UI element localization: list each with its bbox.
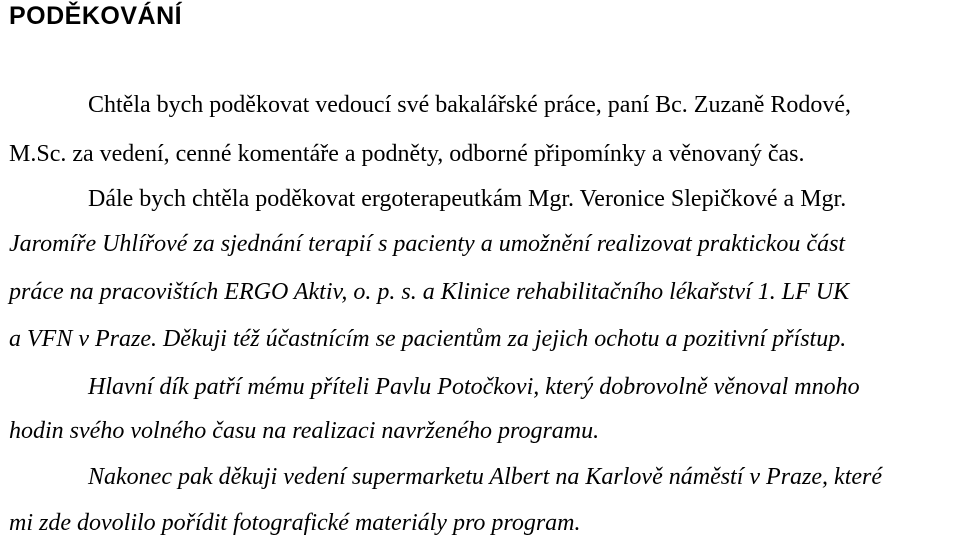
line-text: Nakonec pak děkuji vedení supermarketu Albert na Karlově náměstí v Praze, které bbox=[88, 464, 883, 490]
paragraph-line bbox=[88, 372, 860, 402]
paragraph-line bbox=[9, 416, 599, 446]
line-text: mi zde dovolilo pořídit fotografické materiály pro program. bbox=[9, 510, 581, 536]
line-text: hodin svého volného času na realizaci navrženého programu. bbox=[9, 418, 600, 444]
paragraph-line bbox=[9, 324, 846, 354]
paragraph-line bbox=[88, 90, 851, 120]
line-text: M.Sc. za vedení, cenné komentáře a podněty, odborné připomínky a věnovaný čas. bbox=[9, 141, 805, 167]
paragraph-line bbox=[88, 184, 846, 214]
paragraph-line bbox=[9, 508, 581, 538]
line-text: Chtěla bych poděkovat vedoucí své bakalářské práce, paní Bc. Zuzaně Rodové, bbox=[88, 92, 852, 118]
line-text: a VFN v Praze. Děkuji též účastnícím se pacientům za jejich ochotu a pozitivní přístup. bbox=[9, 326, 847, 352]
line-text: Dále bych chtěla poděkovat ergoterapeutkám Mgr. Veronice Slepičkové a Mgr. bbox=[88, 186, 847, 212]
paragraph-line bbox=[9, 229, 845, 259]
line-text: Jaromíře Uhlířové za sjednání terapií s pacienty a umožnění realizovat praktickou část bbox=[9, 231, 846, 257]
paragraph-line bbox=[88, 462, 882, 492]
page-title: PODĚKOVÁNÍ bbox=[9, 2, 183, 30]
line-text: Hlavní dík patří mému příteli Pavlu Potočkovi, který dobrovolně věnoval mnoho bbox=[88, 374, 860, 400]
paragraph-line bbox=[9, 139, 805, 169]
paragraph-line bbox=[9, 277, 849, 307]
line-text: práce na pracovištích ERGO Aktiv, o. p. s. a Klinice rehabilitačního lékařství 1. LF UK bbox=[9, 279, 850, 305]
